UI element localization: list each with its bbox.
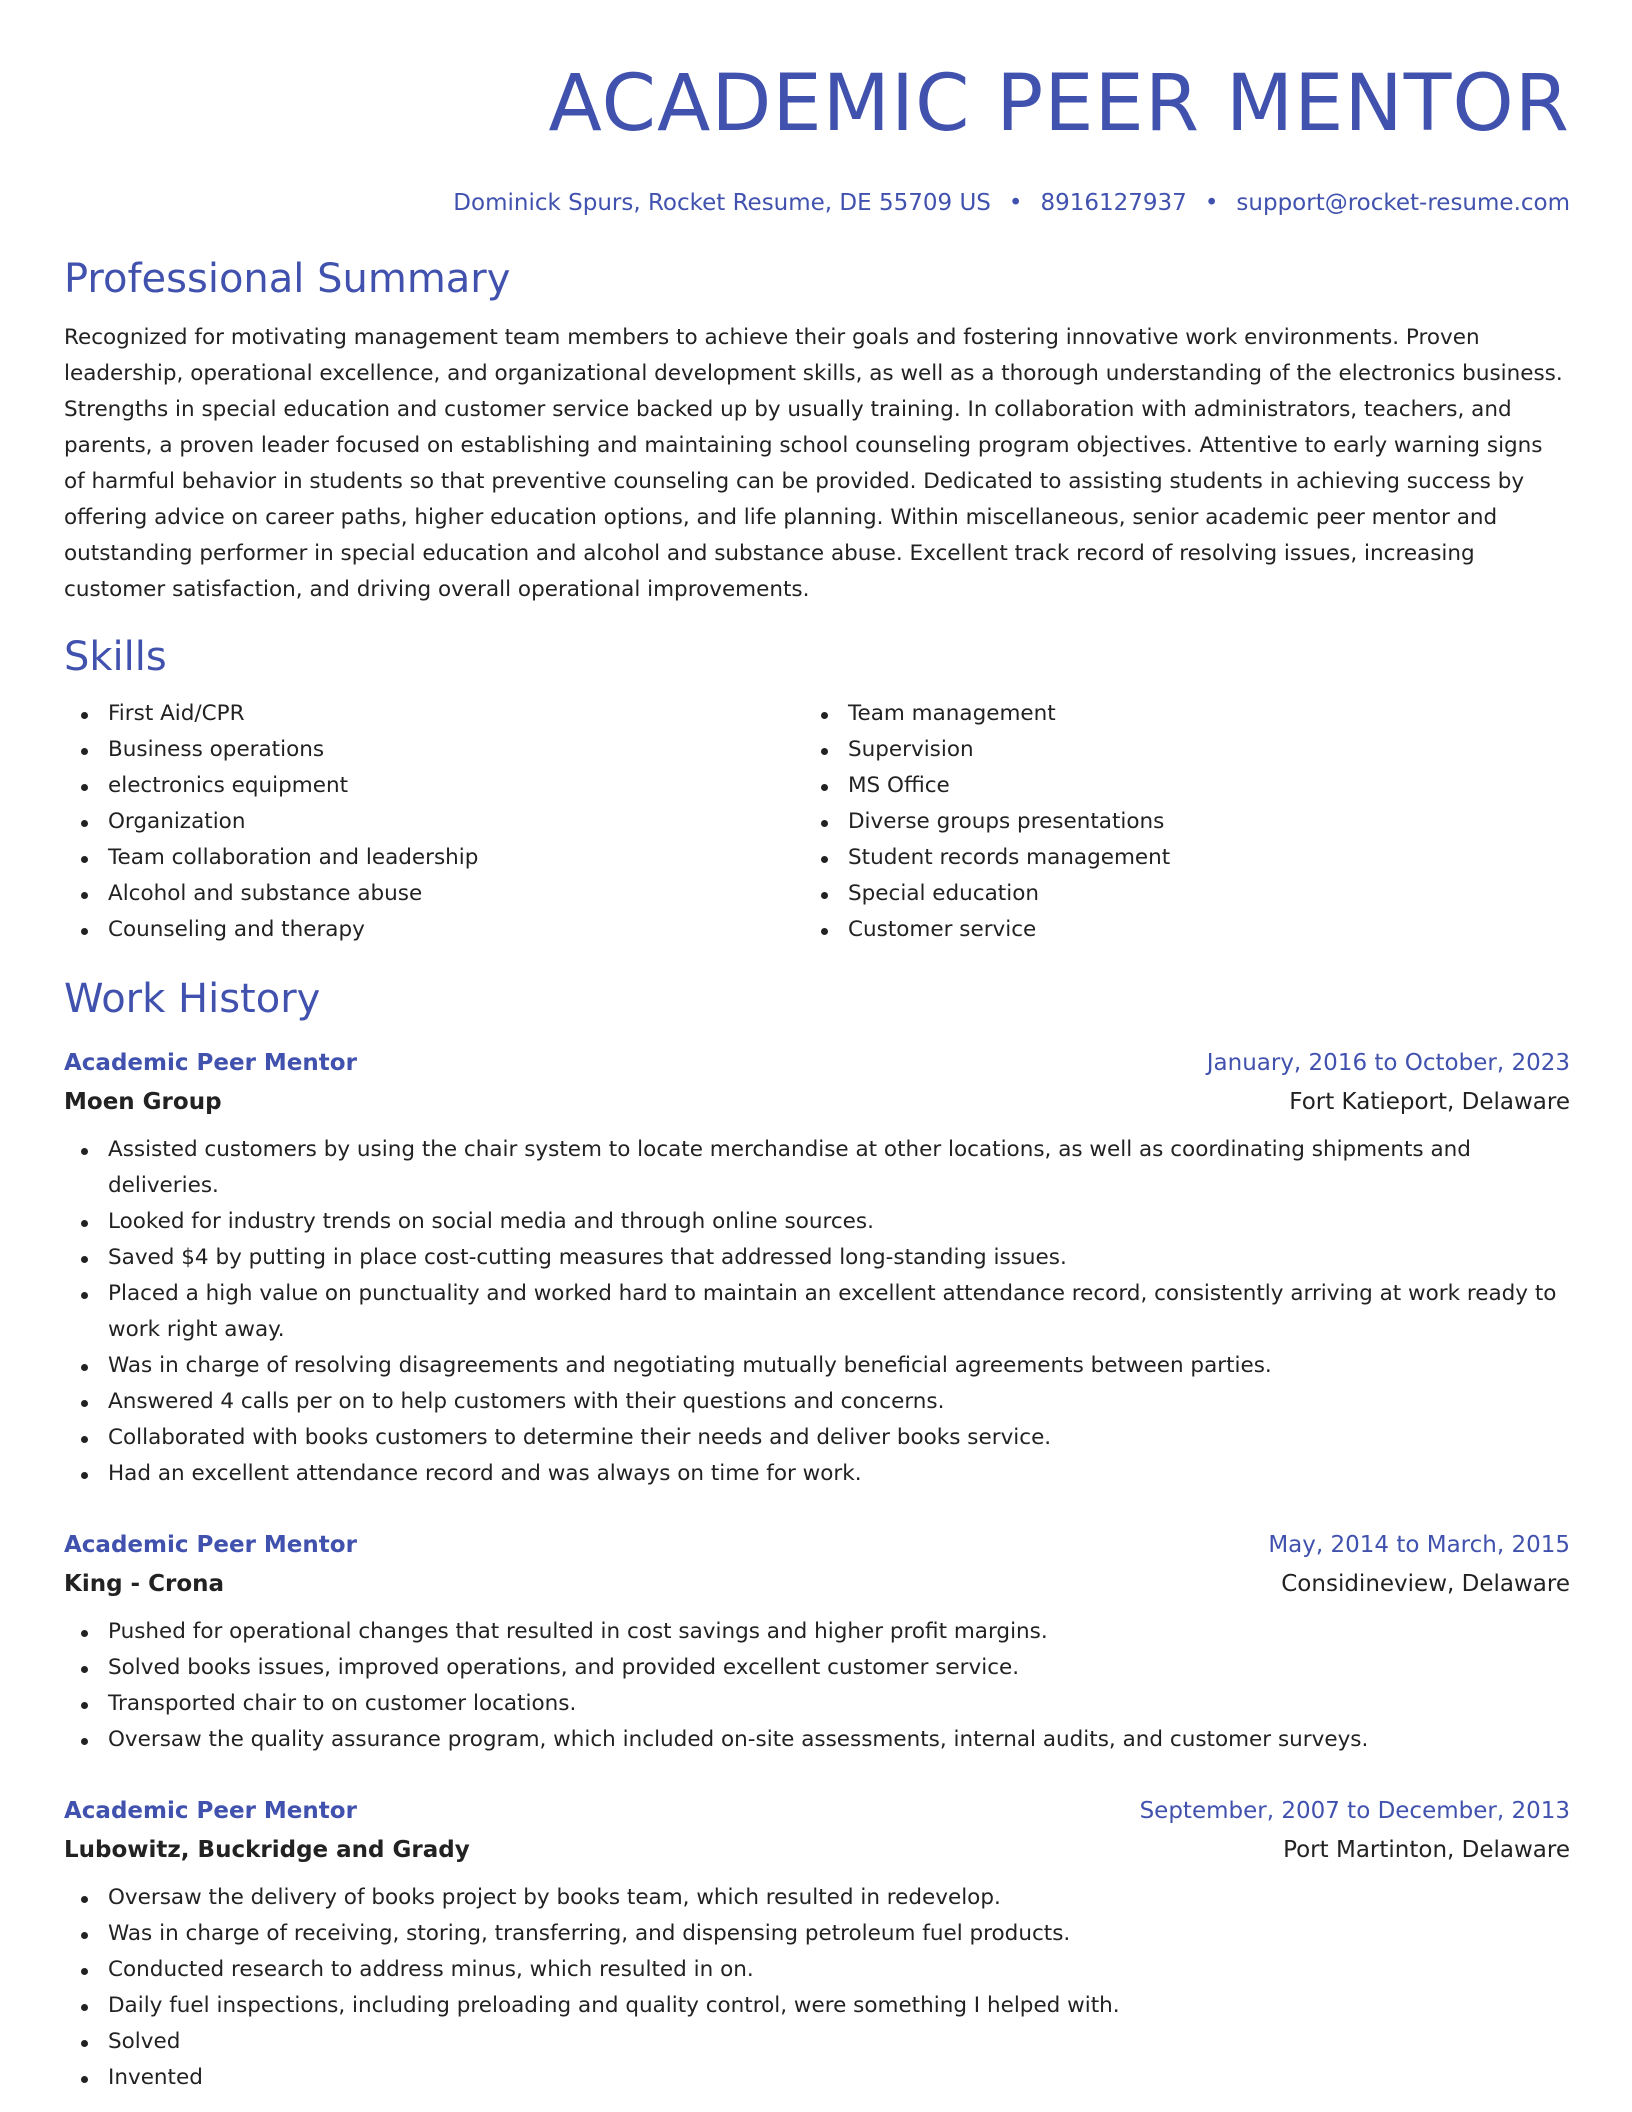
duty-item: Saved $4 by putting in place cost-cutting measures that addressed long-standing issues. — [64, 1240, 1570, 1276]
skill-item: First Aid/CPR — [64, 696, 804, 732]
skill-item: Counseling and therapy — [64, 912, 804, 948]
job-duties-list — [64, 1614, 1570, 1758]
job-location: Fort Katieport, Delaware — [1289, 1089, 1570, 1115]
job-duties-list — [64, 1880, 1570, 2096]
contact-separator: • — [1204, 190, 1219, 216]
duty-item: Oversaw the quality assurance program, which included on-site assessments, internal audits, and customer surveys. — [64, 1722, 1570, 1758]
summary-section — [64, 254, 1570, 608]
job-company-row — [64, 1082, 1570, 1122]
duty-item: Looked for industry trends on social media and through online sources. — [64, 1204, 1570, 1240]
job-location: Considineview, Delaware — [1281, 1571, 1570, 1597]
skills-list-left — [64, 696, 804, 948]
job-company-row — [64, 1564, 1570, 1604]
skill-item: Team collaboration and leadership — [64, 840, 804, 876]
skill-item: Business operations — [64, 732, 804, 768]
contact-separator: • — [1008, 190, 1023, 216]
resume-header — [64, 58, 1570, 218]
skill-item: Student records management — [804, 840, 1544, 876]
skill-item: Organization — [64, 804, 804, 840]
skills-section — [64, 632, 1570, 948]
job-dates: January, 2016 to October, 2023 — [1206, 1050, 1570, 1076]
duty-item: Conducted research to address minus, which resulted in on. — [64, 1952, 1570, 1988]
job-company: King - Crona — [64, 1571, 225, 1597]
duty-item: Transported chair to on customer locations. — [64, 1686, 1570, 1722]
job-duties-list — [64, 1132, 1570, 1492]
contact-line — [64, 188, 1570, 218]
duty-item: Invented — [64, 2060, 1570, 2096]
skill-item: MS Office — [804, 768, 1544, 804]
contact-email[interactable]: support@rocket-resume.com — [1236, 190, 1570, 216]
candidate-name: ACADEMIC PEER MENTOR — [548, 59, 1570, 149]
duty-item: Was in charge of resolving disagreements and negotiating mutually beneficial agreements between parties. — [64, 1348, 1570, 1384]
work-history-heading: Work History — [64, 976, 321, 1022]
skills-grid — [64, 696, 1570, 948]
contact-phone: 8916127937 — [1040, 190, 1187, 216]
duty-item: Solved — [64, 2024, 1570, 2060]
job-title: Academic Peer Mentor — [64, 1050, 357, 1076]
duty-item: Was in charge of receiving, storing, transferring, and dispensing petroleum fuel products. — [64, 1916, 1570, 1952]
duty-item: Pushed for operational changes that resulted in cost savings and higher profit margins. — [64, 1614, 1570, 1650]
skills-heading: Skills — [64, 634, 167, 680]
duty-item: Had an excellent attendance record and was always on time for work. — [64, 1456, 1570, 1492]
contact-address: Dominick Spurs, Rocket Resume, DE 55709 US — [453, 190, 991, 216]
job-title-row — [64, 1526, 1570, 1564]
job-title-row — [64, 1044, 1570, 1082]
skill-item: Supervision — [804, 732, 1544, 768]
skills-list-right — [804, 696, 1544, 948]
duty-item: Collaborated with books customers to determine their needs and deliver books service. — [64, 1420, 1570, 1456]
duty-item: Oversaw the delivery of books project by books team, which resulted in redevelop. — [64, 1880, 1570, 1916]
job-entry — [64, 1044, 1570, 1492]
skill-item: electronics equipment — [64, 768, 804, 804]
work-history-section — [64, 974, 1570, 2096]
job-title: Academic Peer Mentor — [64, 1798, 357, 1824]
duty-item: Answered 4 calls per on to help customers with their questions and concerns. — [64, 1384, 1570, 1420]
job-title: Academic Peer Mentor — [64, 1532, 357, 1558]
job-entry — [64, 1792, 1570, 2096]
job-title-row — [64, 1792, 1570, 1830]
job-company: Lubowitz, Buckridge and Grady — [64, 1837, 470, 1863]
duty-item: Placed a high value on punctuality and worked hard to maintain an excellent attendance record, consistently arriving at work ready to work right away. — [64, 1276, 1570, 1348]
skill-item: Customer service — [804, 912, 1544, 948]
job-entry — [64, 1526, 1570, 1758]
job-dates: May, 2014 to March, 2015 — [1268, 1532, 1570, 1558]
duty-item: Solved books issues, improved operations, and provided excellent customer service. — [64, 1650, 1570, 1686]
duty-item: Assisted customers by using the chair system to locate merchandise at other locations, as well as coordinating shipments and deliveries. — [64, 1132, 1570, 1204]
skill-item: Alcohol and substance abuse — [64, 876, 804, 912]
job-dates: September, 2007 to December, 2013 — [1139, 1798, 1570, 1824]
skill-item: Special education — [804, 876, 1544, 912]
summary-text: Recognized for motivating management team members to achieve their goals and fostering innovative work environments. Proven leadership, operational excellence, and organizational development skills, as well as a thorough understanding of the electronics business. Strengths in special education and customer service backed up by usually training. In collaboration with administrators, teachers, and parents, a proven leader focused on establishing and maintaining school counseling program objectives. Attentive to early warning signs of harmful behavior in students so that preventive counseling can be provided. Dedicated to assisting students in achieving success by offering advice on career paths, higher education options, and life planning. Within miscellaneous, senior academic peer mentor and outstanding performer in special education and alcohol and substance abuse. Excellent track record of resolving issues, increasing customer satisfaction, and driving overall operational improvements. — [64, 325, 1563, 602]
summary-heading: Professional Summary — [64, 256, 511, 302]
duty-item: Daily fuel inspections, including preloading and quality control, were something I helped with. — [64, 1988, 1570, 2024]
skill-item: Diverse groups presentations — [804, 804, 1544, 840]
job-location: Port Martinton, Delaware — [1283, 1837, 1570, 1863]
job-company-row — [64, 1830, 1570, 1870]
skill-item: Team management — [804, 696, 1544, 732]
job-company: Moen Group — [64, 1089, 222, 1115]
